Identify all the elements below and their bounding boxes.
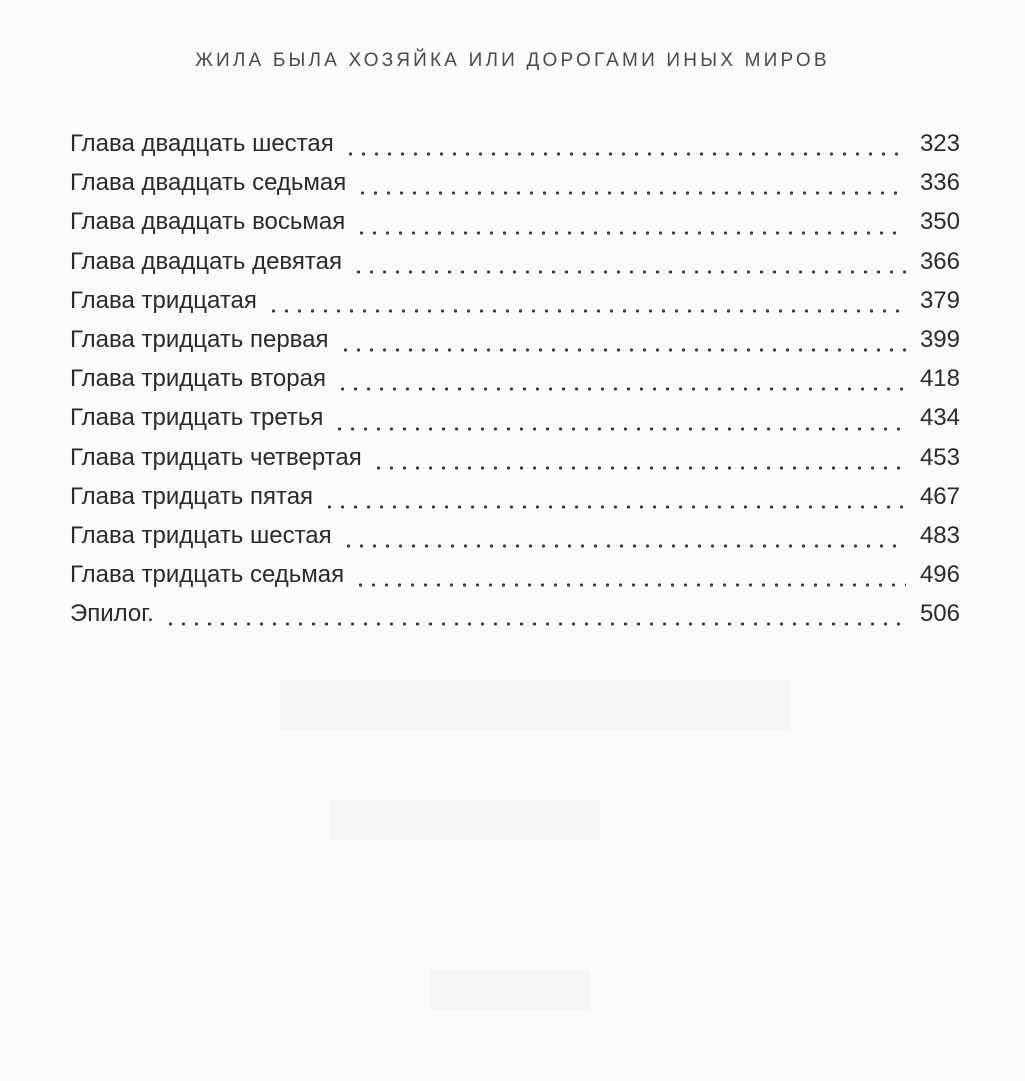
toc-entry-page: 399 <box>919 325 960 353</box>
dot-leader <box>356 188 906 198</box>
toc-entry-title: Глава двадцать восьмая <box>70 208 346 236</box>
bleed-through-mark <box>330 800 600 840</box>
toc-entry-page: 467 <box>919 482 960 510</box>
running-head: ЖИЛА БЫЛА ХОЗЯЙКА ИЛИ ДОРОГАМИ ИНЫХ МИРОВ <box>195 50 830 71</box>
toc-entry-title: Глава тридцать третья <box>70 404 324 432</box>
dot-leader <box>355 228 906 238</box>
toc-entry-page: 350 <box>919 208 960 236</box>
toc-entry-page: 434 <box>919 404 960 432</box>
toc-entry-title: Глава тридцать вторая <box>70 365 326 393</box>
toc-entry-page: 379 <box>919 286 960 314</box>
toc-entry <box>70 561 960 600</box>
toc-entry <box>70 208 960 247</box>
toc-entry-page: 366 <box>919 247 960 275</box>
dot-leader <box>267 306 906 316</box>
dot-leader <box>336 384 906 394</box>
toc-entry <box>70 169 960 208</box>
dot-leader <box>354 580 906 590</box>
dot-leader <box>352 267 906 277</box>
toc-entry-page: 483 <box>919 521 960 549</box>
bleed-through-mark <box>430 970 590 1010</box>
toc-entry-title: Глава тридцать четвертая <box>70 443 362 471</box>
toc-entry <box>70 130 960 169</box>
toc-entry-page: 323 <box>919 130 960 157</box>
toc-entry <box>70 248 960 287</box>
dot-leader <box>164 619 906 629</box>
dot-leader <box>333 424 906 434</box>
toc-entry-page: 453 <box>919 443 960 471</box>
toc-entry <box>70 326 960 365</box>
toc-entry <box>70 483 960 522</box>
toc-entry-title: Глава тридцать шестая <box>70 521 332 549</box>
bleed-through-mark <box>280 680 790 730</box>
toc-entry-title: Глава двадцать седьмая <box>70 169 347 197</box>
table-of-contents <box>70 130 960 639</box>
dot-leader <box>342 541 906 551</box>
toc-entry-title: Глава тридцать первая <box>70 325 329 353</box>
toc-entry <box>70 404 960 443</box>
toc-entry-title: Глава двадцать девятая <box>70 247 342 275</box>
dot-leader <box>344 149 906 159</box>
toc-entry-page: 336 <box>919 169 960 197</box>
toc-entry <box>70 287 960 326</box>
toc-entry <box>70 522 960 561</box>
dot-leader <box>339 345 907 355</box>
dot-leader <box>372 463 906 473</box>
toc-entry-title: Эпилог. <box>70 600 154 628</box>
toc-entry <box>70 600 960 639</box>
toc-entry-title: Глава тридцатая <box>70 286 257 314</box>
toc-entry-page: 496 <box>919 561 960 589</box>
toc-entry-page: 418 <box>919 365 960 393</box>
toc-entry-page: 506 <box>919 600 960 628</box>
toc-entry-title: Глава тридцать пятая <box>70 482 314 510</box>
toc-entry <box>70 444 960 483</box>
dot-leader <box>323 502 906 512</box>
toc-entry-title: Глава тридцать седьмая <box>70 561 345 589</box>
toc-entry <box>70 365 960 404</box>
toc-entry-title: Глава двадцать шестая <box>70 130 334 157</box>
